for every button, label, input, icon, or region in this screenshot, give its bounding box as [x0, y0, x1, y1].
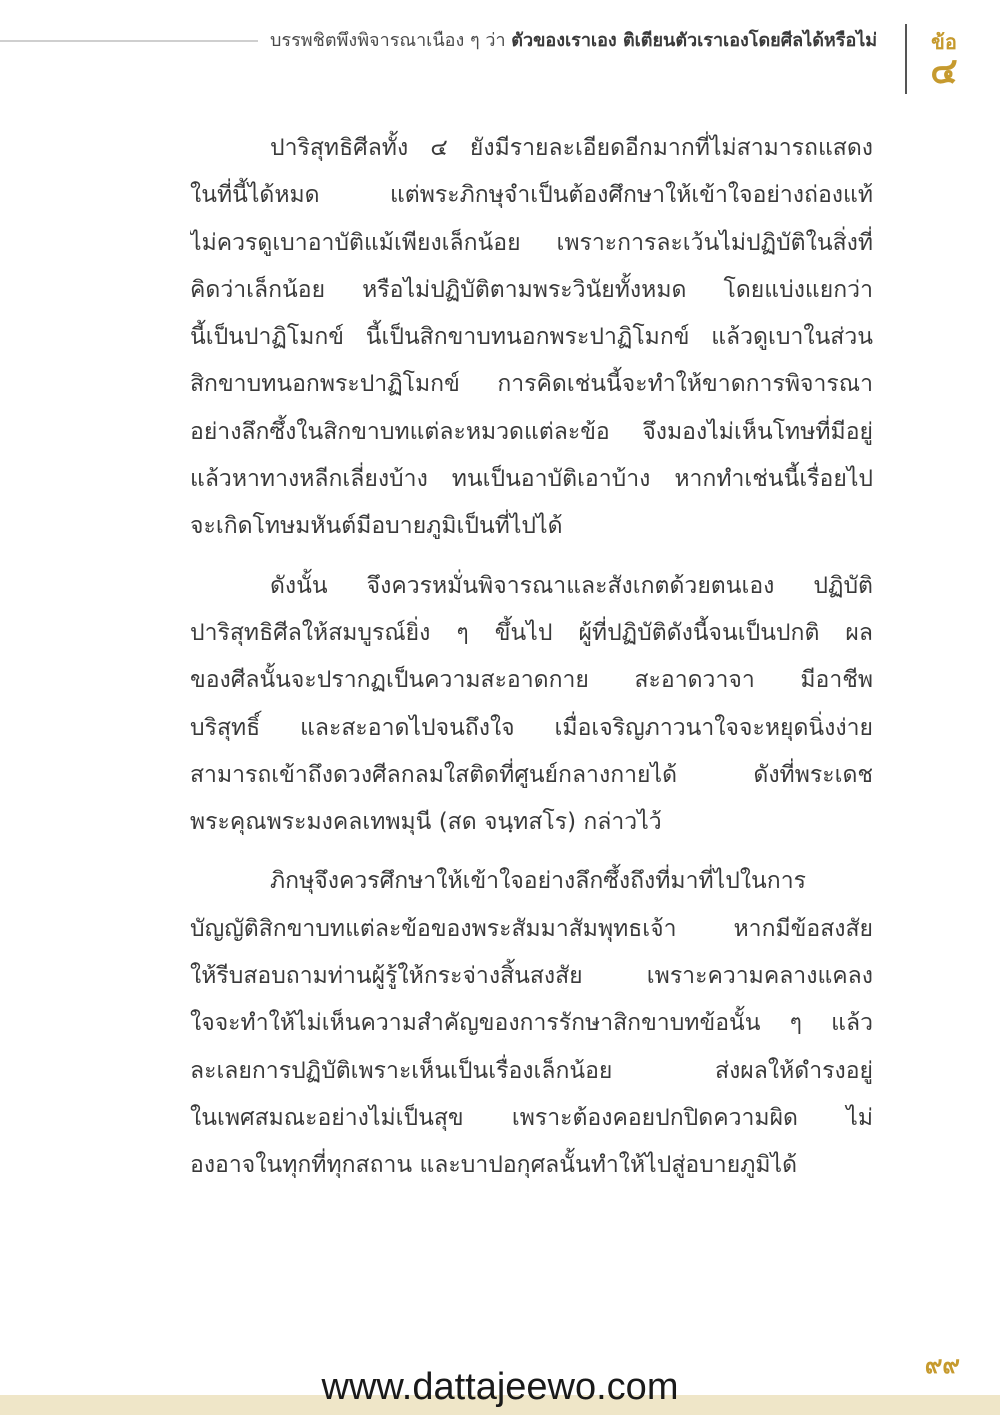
- text-line: จะเกิดโทษมหันต์มีอบายภูมิเป็นที่ไปได้: [190, 513, 563, 540]
- text-line: คิดว่าเล็กน้อย หรือไม่ปฏิบัติตามพระวินัยทั้งหมด โดยแบ่งแยกว่า: [190, 276, 873, 303]
- text-line: ใจจะทำให้ไม่เห็นความสำคัญของการรักษาสิกขาบทข้อนั้น ๆ แล้ว: [190, 1010, 873, 1037]
- chapter-label: ข้อ: [931, 30, 957, 54]
- paragraph: [190, 125, 873, 551]
- running-head: [270, 26, 882, 56]
- text-line: อย่างลึกซึ้งในสิกขาบทแต่ละหมวดแต่ละข้อ จึงมองไม่เห็นโทษที่มีอยู่: [190, 418, 873, 445]
- text-line: ไม่ควรดูเบาอาบัติแม้เพียงเล็กน้อย เพราะการละเว้นไม่ปฏิบัติในสิ่งที่: [190, 229, 873, 256]
- text-line: สิกขาบทนอกพระปาฏิโมกข์ การคิดเช่นนี้จะทำให้ขาดการพิจารณา: [190, 371, 873, 398]
- text-line: ให้รีบสอบถามท่านผู้รู้ให้กระจ่างสิ้นสงสัย เพราะความคลางแคลง: [190, 963, 873, 990]
- website-watermark: www.dattajeewo.com: [321, 1366, 679, 1408]
- text-line: ดังนั้น จึงควรหมั่นพิจารณาและสังเกตด้วยตนเอง ปฏิบัติ: [270, 572, 873, 599]
- paragraph: [190, 858, 873, 1189]
- text-line: ปาริสุทธิศีลให้สมบูรณ์ยิ่ง ๆ ขึ้นไป ผู้ที่ปฏิบัติดังนี้จนเป็นปกติ ผล: [190, 619, 873, 646]
- text-line: บัญญัติสิกขาบทแต่ละข้อของพระสัมมาสัมพุทธเจ้า หากมีข้อสงสัย: [190, 915, 873, 942]
- header-rule: [0, 40, 258, 42]
- header-divider: [905, 24, 907, 94]
- text-line: ภิกษุจึงควรศึกษาให้เข้าใจอย่างลึกซึ้งถึงที่มาที่ไปในการ: [270, 868, 806, 895]
- text-line: องอาจในทุกที่ทุกสถาน และบาปอกุศลนั้นทำให้ไปสู่อบายภูมิได้: [190, 1152, 798, 1179]
- text-line: บริสุทธิ์ และสะอาดไปจนถึงใจ เมื่อเจริญภาวนาใจจะหยุดนิ่งง่าย: [190, 714, 873, 741]
- text-line: ละเลยการปฏิบัติเพราะเห็นเป็นเรื่องเล็กน้อย ส่งผลให้ดำรงอยู่: [190, 1057, 873, 1084]
- text-line: พระคุณพระมงคลเทพมุนี (สด จนฺทสโร) กล่าวไว้: [190, 809, 662, 836]
- text-line: ของศีลนั้นจะปรากฏเป็นความสะอาดกาย สะอาดวาจา มีอาชีพ: [190, 667, 873, 694]
- text-line: ในที่นี้ได้หมด แต่พระภิกษุจำเป็นต้องศึกษาให้เข้าใจอย่างถ่องแท้: [190, 182, 873, 209]
- page-number: ๙๙: [924, 1351, 960, 1379]
- text-line: สามารถเข้าถึงดวงศีลกลมใสติดที่ศูนย์กลางกายได้ ดังที่พระเดช: [190, 761, 873, 788]
- paragraph: [190, 563, 873, 847]
- text-line: ปาริสุทธิศีลทั้ง ๔ ยังมีรายละเอียดอีกมากที่ไม่สามารถแสดง: [270, 135, 873, 161]
- text-line: แล้วหาทางหลีกเลี่ยงบ้าง ทนเป็นอาบัติเอาบ้าง หากทำเช่นนี้เรื่อยไป: [190, 466, 873, 493]
- body-text: [190, 125, 873, 1202]
- text-line: ในเพศสมณะอย่างไม่เป็นสุข เพราะต้องคอยปกปิดความผิด ไม่: [190, 1104, 873, 1131]
- chapter-number: ๔: [930, 51, 958, 92]
- running-head-plain: บรรพชิตพึงพิจารณาเนือง ๆ ว่า: [270, 30, 512, 51]
- running-head-bold: ตัวของเราเอง ติเตียนตัวเราเองโดยศีลได้หรือไม่: [511, 30, 878, 51]
- text-line: นี้เป็นปาฏิโมกข์ นี้เป็นสิกขาบทนอกพระปาฏิโมกข์ แล้วดูเบาในส่วน: [190, 324, 873, 351]
